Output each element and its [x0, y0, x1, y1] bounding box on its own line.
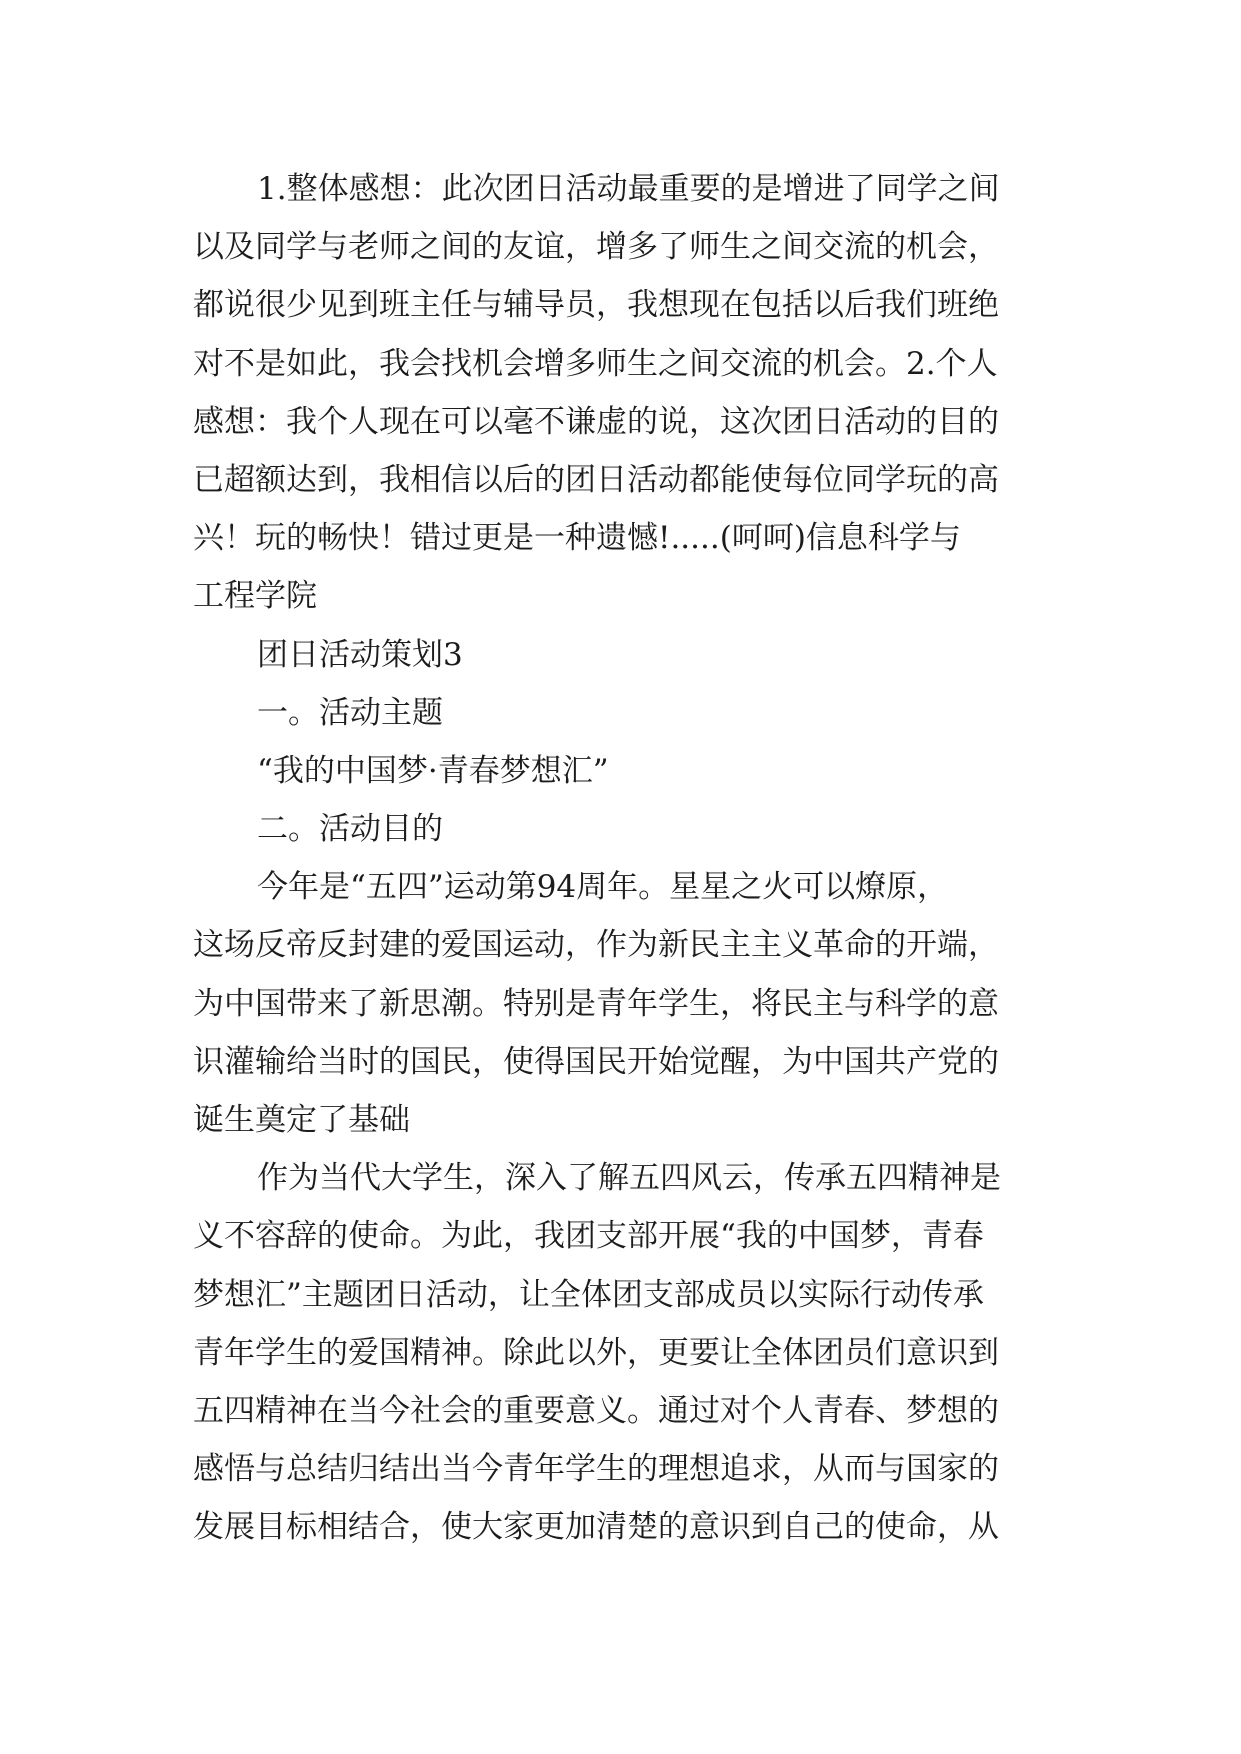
text-line: 都说很少见到班主任与辅导员，我想现在包括以后我们班绝 — [193, 287, 999, 324]
paragraph-may-fourth — [193, 858, 1063, 1149]
section-title — [193, 626, 1063, 684]
text-line: 工程学院 — [193, 578, 317, 615]
text-line: 诞生奠定了基础 — [193, 1102, 410, 1138]
paragraph-mission — [193, 1149, 1063, 1556]
text-line: 五四精神在当今社会的重要意义。通过对个人青春、梦想的 — [193, 1392, 999, 1429]
text-line: 青年学生的爱国精神。除此以外，更要让全体团员们意识到 — [193, 1334, 999, 1371]
text-line: 感想：我个人现在可以毫不谦虚的说，这次团日活动的目的 — [193, 403, 999, 440]
paragraph-overall-thoughts — [193, 160, 1063, 626]
text-line: 这场反帝反封建的爱国运动，作为新民主主义革命的开端， — [193, 927, 999, 964]
text-line: 已超额达到，我相信以后的团日活动都能使每位同学玩的高 — [193, 461, 999, 498]
heading-theme — [193, 684, 1063, 742]
text-line: 对不是如此，我会找机会增多师生之间交流的机会。2.个人 — [193, 345, 998, 382]
text-line: 发展目标相结合，使大家更加清楚的意识到自己的使命，从 — [193, 1509, 999, 1546]
section-title-text: 团日活动策划3 — [257, 636, 463, 673]
heading-purpose-text: 二。活动目的 — [257, 811, 443, 848]
text-line: 为中国带来了新思潮。特别是青年学生，将民主与科学的意 — [193, 985, 999, 1022]
heading-purpose — [193, 800, 1063, 858]
text-line: 义不容辞的使命。为此，我团支部开展“我的中国梦，青春 — [193, 1218, 984, 1255]
text-line: 识灌输给当时的国民，使得国民开始觉醒，为中国共产党的 — [193, 1043, 999, 1080]
text-line: 今年是“五四”运动第94周年。星星之火可以燎原， — [257, 869, 949, 906]
text-line: 1.整体感想：此次团日活动最重要的是增进了同学之间 — [257, 171, 1000, 207]
text-line: 感悟与总结归结出当今青年学生的理想追求，从而与国家的 — [193, 1451, 999, 1488]
theme-text — [193, 742, 1063, 800]
document-body — [193, 160, 1063, 1557]
heading-theme-text: 一。活动主题 — [257, 694, 443, 731]
text-line: 以及同学与老师之间的友谊，增多了师生之间交流的机会， — [193, 229, 999, 266]
text-line: 兴！玩的畅快！错过更是一种遗憾!.....(呵呵)信息科学与 — [193, 520, 961, 557]
text-line: 梦想汇”主题团日活动，让全体团支部成员以实际行动传承 — [193, 1276, 984, 1313]
text-line: 作为当代大学生，深入了解五四风云，传承五四精神是 — [257, 1160, 1001, 1197]
theme-quote: “我的中国梦·青春梦想汇” — [257, 752, 609, 789]
